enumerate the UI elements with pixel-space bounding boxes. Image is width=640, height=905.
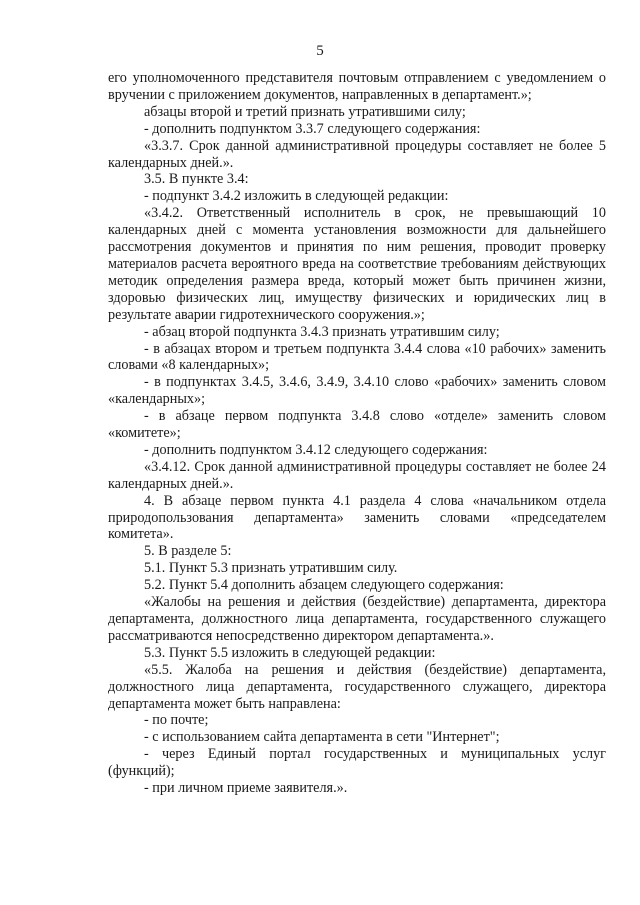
- paragraph: 3.5. В пункте 3.4:: [144, 171, 249, 188]
- paragraph: 5. В разделе 5:: [144, 543, 232, 560]
- paragraph: - подпункт 3.4.2 изложить в следующей редакции:: [144, 188, 449, 205]
- paragraph: «Жалобы на решения и действия (бездействие) департамента, директора департамента, должностного лица департамента, государственного служащего рассматриваются непосредственно директором департамента.».: [108, 594, 606, 644]
- paragraph: «3.4.2. Ответственный исполнитель в срок, не превышающий 10 календарных дней с момента установления возможности для дальнейшего рассмотрения документов и принятия по ним решения, проводит проверку материалов расчета вероятного вреда на соответствие требованиям действующих методик определения размера вреда, который может быть причинен жизни, здоровью физических лиц, имуществу физических и юридических лиц в результате аварии гидротехнического сооружения.»;: [108, 205, 606, 323]
- body-text: [108, 70, 606, 797]
- paragraph: абзацы второй и третий признать утратившими силу;: [144, 103, 466, 120]
- paragraph: 4. В абзаце первом пункта 4.1 раздела 4 слова «начальником отдела природопользования департамента» заменить словами «председателем комитета».: [108, 492, 606, 543]
- paragraph: - в абзаце первом подпункта 3.4.8 слово «отделе» заменить словом «комитете»;: [108, 408, 606, 442]
- paragraph: его уполномоченного представителя почтовым отправлением с уведомлением о вручении с приложением документов, направленных в департамент.»;: [108, 70, 606, 103]
- paragraph: - через Единый портал государственных и муниципальных услуг (функций);: [108, 746, 606, 780]
- page-number: 5: [316, 43, 324, 59]
- paragraph: - абзац второй подпункта 3.4.3 признать утратившим силу;: [144, 323, 500, 340]
- paragraph: «3.4.12. Срок данной административной процедуры составляет не более 24 календарных дней.».: [108, 458, 606, 492]
- paragraph: - в подпунктах 3.4.5, 3.4.6, 3.4.9, 3.4.10 слово «рабочих» заменить словом «календарных»;: [108, 374, 606, 408]
- paragraph: - дополнить подпунктом 3.3.7 следующего содержания:: [144, 120, 481, 137]
- paragraph: - с использованием сайта департамента в сети "Интернет";: [144, 729, 500, 746]
- paragraph: - в абзацах втором и третьем подпункта 3.4.4 слова «10 рабочих» заменить словами «8 календарных»;: [108, 340, 606, 374]
- paragraph: 5.1. Пункт 5.3 признать утратившим силу.: [144, 560, 398, 577]
- paragraph: «5.5. Жалоба на решения и действия (бездействие) департамента, должностного лица департамента, государственного служащего, директора департамента может быть направлена:: [108, 661, 606, 712]
- paragraph: - при личном приеме заявителя.».: [144, 780, 348, 797]
- paragraph: «3.3.7. Срок данной административной процедуры составляет не более 5 календарных дней.».: [108, 137, 606, 171]
- paragraph: - по почте;: [144, 712, 209, 729]
- paragraph: 5.2. Пункт 5.4 дополнить абзацем следующего содержания:: [144, 577, 504, 594]
- paragraph: 5.3. Пункт 5.5 изложить в следующей редакции:: [144, 644, 436, 661]
- paragraph: - дополнить подпунктом 3.4.12 следующего содержания:: [144, 441, 488, 458]
